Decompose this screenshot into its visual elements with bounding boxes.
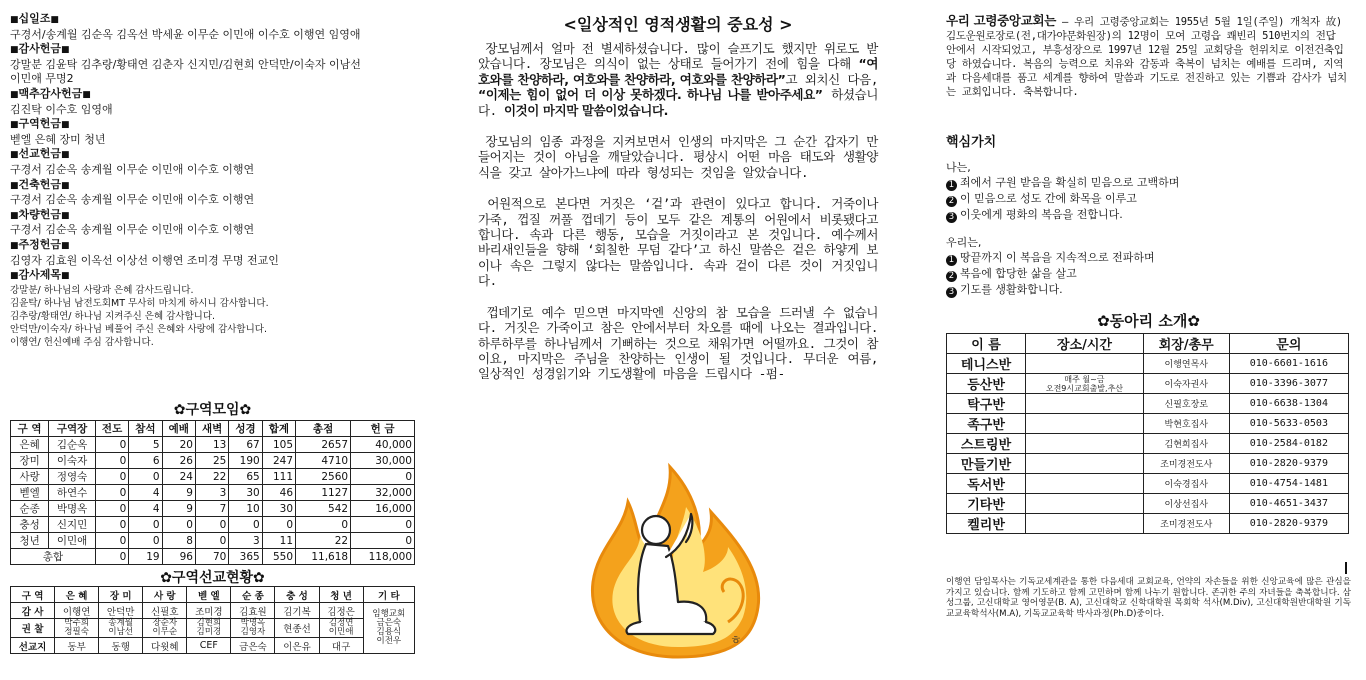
article-body	[478, 41, 878, 382]
table-cell: 김현희집사	[1143, 434, 1229, 454]
table-cell: 청년	[11, 533, 49, 549]
table-row	[11, 469, 415, 485]
table-row	[947, 494, 1349, 514]
offering-category	[10, 147, 420, 163]
table-cell: 32,000	[351, 485, 415, 501]
core-value-text: 복음에 합당한 삶을 살고	[960, 267, 1077, 280]
table-cell: 22	[296, 533, 351, 549]
table-cell	[1026, 354, 1144, 374]
table-row	[947, 434, 1349, 454]
table-cell: 0	[95, 453, 128, 469]
table-cell: 24	[162, 469, 195, 485]
core-values-title: 핵심가치	[946, 135, 997, 150]
table-cell: 조미경	[187, 603, 231, 619]
number-badge-icon: 1	[946, 255, 957, 266]
column-header: 충 성	[275, 587, 319, 603]
table-cell: 송계월 이남선	[99, 619, 143, 638]
thanks-item: 안덕만/이숙자/ 하나님 베풀어 주신 은혜와 사랑에 감사합니다.	[10, 323, 267, 335]
table-cell: 0	[351, 469, 415, 485]
article-paragraph	[478, 196, 878, 288]
table-cell: 11	[262, 533, 295, 549]
thanks-category	[10, 268, 420, 284]
core-value-item	[946, 266, 1351, 282]
table-cell: 190	[229, 453, 262, 469]
column-header: 순 종	[231, 587, 275, 603]
thanks-item: 이행연/ 헌신예배 주심 감사합니다.	[10, 336, 154, 348]
table-cell: 테니스반	[947, 354, 1026, 374]
table-row	[947, 514, 1349, 534]
column-header: 사 랑	[143, 587, 187, 603]
table-row	[11, 501, 415, 517]
table-cell: 4710	[296, 453, 351, 469]
table-cell	[1026, 514, 1144, 534]
core-value-text: 기도를 생활화합니다.	[960, 283, 1063, 296]
etc-cell: 임행교회 금은숙 김용식 이전우	[363, 603, 414, 654]
offering-names: 이민애 무명2	[10, 72, 74, 86]
table-cell: 010-6638-1304	[1229, 394, 1348, 414]
table-cell: 40,000	[351, 437, 415, 453]
table-cell: 22	[195, 469, 228, 485]
offering-category	[10, 42, 420, 58]
square-bullet-icon: ■	[61, 120, 70, 131]
offering-names: 구경서 김순옥 송계월 이무순 이민애 이수호 이행연	[10, 223, 255, 237]
table-cell: 박현호집사	[1143, 414, 1229, 434]
square-bullet-icon: ■	[10, 240, 19, 251]
number-badge-icon: 3	[946, 287, 957, 298]
total-row	[11, 549, 415, 565]
table-cell: 조미경전도사	[1143, 454, 1229, 474]
article-paragraph	[478, 134, 878, 180]
row-header: 권 찰	[11, 619, 55, 638]
table-cell: 9	[162, 485, 195, 501]
table-cell: 금은숙	[231, 638, 275, 654]
table-cell: 118,000	[351, 549, 415, 565]
table-cell: 26	[162, 453, 195, 469]
square-bullet-icon: ■	[50, 15, 59, 25]
table-cell: 105	[262, 437, 295, 453]
article-paragraph	[478, 305, 878, 382]
square-bullet-icon: ■	[61, 271, 70, 282]
table-cell: 탁구반	[947, 394, 1026, 414]
paragraph-text: 장모님께서 얼마 전 별세하셨습니다. 많이 슬프기도 했지만 위로도 받았습니다. 장모님은 의식이 없는 상태로 들어가기 전에 힘을 다해	[478, 41, 878, 72]
table-cell	[1026, 394, 1144, 414]
table-cell: 9	[162, 501, 195, 517]
table-cell	[1026, 474, 1144, 494]
table-cell: 8	[162, 533, 195, 549]
row-header: 감 사	[11, 603, 55, 619]
club-table	[946, 333, 1349, 534]
table-row	[947, 414, 1349, 434]
table-cell: CEF	[187, 638, 231, 654]
offering-names: 구경서 김순옥 송계월 이무순 이민애 이수호 이행연	[10, 193, 255, 207]
table-cell: 111	[262, 469, 295, 485]
table-cell: 0	[95, 437, 128, 453]
table-cell: 542	[296, 501, 351, 517]
table-cell: 독서반	[947, 474, 1026, 494]
table-cell: 0	[296, 517, 351, 533]
table-cell: 김정연 이민애	[319, 619, 363, 638]
square-bullet-icon: ■	[10, 89, 19, 100]
article-column	[478, 0, 879, 647]
table-cell: 30	[262, 501, 295, 517]
square-bullet-icon: ■	[10, 150, 19, 161]
table-cell: 매주 월~금 오전9시교회출발,추산	[1026, 374, 1144, 394]
table-row	[11, 638, 415, 654]
core-value-text: 땅끝까지 이 복음을 지속적으로 전파하며	[960, 251, 1155, 264]
table-cell: 만들기반	[947, 454, 1026, 474]
offering-names: 김영자 김효원 이옥선 이상선 이행연 조미경 무명 전교인	[10, 253, 279, 267]
table-cell: 365	[229, 549, 262, 565]
offering-category-label: 선교헌금	[18, 147, 62, 161]
table-cell: 70	[195, 549, 228, 565]
total-label: 총합	[11, 549, 96, 565]
table-cell: 0	[195, 533, 228, 549]
table-cell: 0	[95, 533, 128, 549]
core-value-item	[946, 282, 1351, 298]
table-cell: 20	[162, 437, 195, 453]
offering-category-label: 십일조	[18, 12, 51, 25]
paragraph-text: 어원적으로 본다면 거짓은 ‘겉’과 관련이 있다고 합니다. 거죽이나 가죽, 껍질 꺼풀 껍데기 등이 모두 같은 계통의 어원에서 비롯됐다고 합니다. 속과 다른 행동, 모습을 거짓이라고 본 것입니다. 예수께서 바리새인들을 향해 ‘회칠한 무덤 같다’고 하신 말씀은 겉은 하얗게 보이나 속은 그렇지 않다는 말씀입니다. 속과 겉이 다른 것이 거짓입니다.	[478, 196, 878, 289]
table-cell	[1026, 454, 1144, 474]
core-values-we-are	[946, 235, 1351, 298]
table-cell: 3	[229, 533, 262, 549]
district-meeting-title: ✿구역모임✿	[173, 402, 252, 418]
table-cell: 16,000	[351, 501, 415, 517]
column-header: 헌 금	[351, 421, 415, 437]
column-header: 전도	[95, 421, 128, 437]
square-bullet-icon: ■	[61, 45, 70, 56]
offering-category-label: 맥추감사헌금	[18, 86, 83, 100]
column-header: 기 타	[363, 587, 414, 603]
table-header-row	[947, 334, 1349, 354]
table-cell: 이숙자권사	[1143, 374, 1229, 394]
column-header: 예배	[162, 421, 195, 437]
table-cell: 김순옥	[49, 437, 96, 453]
table-row	[11, 485, 415, 501]
table-cell: 0	[229, 517, 262, 533]
table-row	[11, 619, 415, 638]
table-cell: 2657	[296, 437, 351, 453]
table-header-row	[11, 587, 415, 603]
table-cell: 기타반	[947, 494, 1026, 514]
table-cell: 30,000	[351, 453, 415, 469]
thanks-category-label: 감사제목	[18, 268, 62, 282]
paragraph-text: 껍데기로 예수 믿으면 마지막엔 신앙의 참 모습을 드러낼 수 없습니다. 거짓은 가죽이고 참은 안에서부터 차오를 때에 나오는 결과입니다. 하루하루를 하나님께서 기뻐하는 것으로 채워가면 어떨까요. 그것이 참이요, 마지막은 주님을 찬양하는 인생이 될 것입니다. 무더운 여름, 일상적인 성경읽기와 기도생활에 마음을 드립시다 -펌-	[478, 304, 878, 382]
table-row	[11, 517, 415, 533]
table-cell: 김현희 김미경	[187, 619, 231, 638]
table-cell: 11,618	[296, 549, 351, 565]
table-cell: 박주희 정필숙	[55, 619, 99, 638]
table-cell: 이민애	[49, 533, 96, 549]
table-cell: 은혜	[11, 437, 49, 453]
table-cell: 신필호	[143, 603, 187, 619]
offering-category	[10, 178, 420, 194]
table-cell: 3	[195, 485, 228, 501]
square-bullet-icon: ■	[61, 150, 70, 161]
table-cell: 10	[229, 501, 262, 517]
table-cell: 0	[95, 517, 128, 533]
table-cell: 김정은	[319, 603, 363, 619]
article-title: <일상적인 영적생활의 중요성 >	[563, 15, 793, 34]
table-cell: 벧엘	[11, 485, 49, 501]
table-cell: 현종선	[275, 619, 319, 638]
table-cell: 박명옥 김영자	[231, 619, 275, 638]
table-cell: 0	[95, 549, 128, 565]
emphasized-text: “이제는 힘이 없어 더 이상 못하겠다. 하나님 나를 받아주세요”	[478, 87, 823, 103]
table-cell	[1026, 434, 1144, 454]
table-cell: 010-4754-1481	[1229, 474, 1348, 494]
number-badge-icon: 1	[946, 180, 957, 191]
table-cell: 신필호장로	[1143, 394, 1229, 414]
table-cell: 0	[95, 469, 128, 485]
values-group-label: 나는,	[946, 161, 971, 174]
offering-category-label: 감사헌금	[18, 42, 62, 56]
number-badge-icon: 2	[946, 196, 957, 207]
right-column	[946, 0, 1351, 619]
column-header: 문의	[1229, 334, 1348, 354]
table-cell: 010-2584-0182	[1229, 434, 1348, 454]
core-value-item	[946, 250, 1351, 266]
table-cell: 4	[129, 501, 162, 517]
table-cell: 대구	[319, 638, 363, 654]
table-cell	[1026, 414, 1144, 434]
district-mission-table	[10, 586, 415, 654]
offering-category-label: 건축헌금	[18, 177, 62, 191]
core-values-i-am	[946, 160, 1351, 223]
table-row	[947, 454, 1349, 474]
emphasized-text: 이것이 마지막 말씀이었습니다.	[503, 102, 668, 118]
table-cell: 010-6601-1616	[1229, 354, 1348, 374]
table-cell: 6	[129, 453, 162, 469]
table-cell: 13	[195, 437, 228, 453]
column-header: 이 름	[947, 334, 1026, 354]
offering-category	[10, 87, 420, 103]
table-cell: 0	[351, 533, 415, 549]
table-cell: 0	[129, 517, 162, 533]
table-row	[11, 603, 415, 619]
table-cell: 이은유	[275, 638, 319, 654]
church-introduction	[946, 14, 1351, 99]
table-cell: 0	[351, 517, 415, 533]
column-header: 구역장	[49, 421, 96, 437]
page-edge-mark	[1345, 562, 1347, 574]
table-cell: 4	[129, 485, 162, 501]
article-paragraph	[478, 41, 878, 118]
table-cell: 25	[195, 453, 228, 469]
square-bullet-icon: ■	[61, 240, 70, 251]
column-header: 장 미	[99, 587, 143, 603]
column-header: 총점	[296, 421, 351, 437]
table-cell: 010-2820-9379	[1229, 454, 1348, 474]
table-cell: 0	[195, 517, 228, 533]
praying-figure-illustration	[578, 462, 778, 662]
square-bullet-icon: ■	[10, 45, 19, 56]
table-cell: 46	[262, 485, 295, 501]
table-cell: 조미경전도사	[1143, 514, 1229, 534]
paragraph-text: 장모님의 임종 과정을 지켜보면서 인생의 마지막은 그 순간 갑자기 만들어지는 것이 아님을 깨달았습니다. 평상시 어떤 마음 태도와 생활양식을 갖고 살아가느냐에 따라 형성되는 것임을 알았습니다.	[478, 134, 878, 180]
square-bullet-icon: ■	[10, 180, 19, 191]
offering-category-label: 구역헌금	[18, 117, 62, 131]
table-cell: 장순자 이무순	[143, 619, 187, 638]
offering-names: 강말분 김윤탁 김추랑/황태연 김춘자 신지민/김현희 안덕만/이숙자 이남선	[10, 57, 361, 71]
table-cell: 0	[262, 517, 295, 533]
square-bullet-icon: ■	[61, 210, 70, 221]
thanks-item: 김추랑/황태연/ 하나님 지켜주신 은혜 감사합니다.	[10, 310, 216, 322]
square-bullet-icon: ■	[82, 89, 91, 100]
district-mission-title: ✿구역선교현황✿	[160, 570, 265, 586]
number-badge-icon: 3	[946, 212, 957, 223]
table-cell: 김기복	[275, 603, 319, 619]
table-cell: 동부	[55, 638, 99, 654]
number-badge-icon: 2	[946, 271, 957, 282]
table-row	[947, 354, 1349, 374]
table-cell: 1127	[296, 485, 351, 501]
column-header: 장소/시간	[1026, 334, 1144, 354]
table-cell: 충성	[11, 517, 49, 533]
table-cell: 67	[229, 437, 262, 453]
square-bullet-icon: ■	[61, 180, 70, 191]
core-value-text: 이웃에게 평화의 복음을 전합니다.	[960, 208, 1123, 221]
table-header-row	[11, 421, 415, 437]
offering-category-label: 주정헌금	[18, 237, 62, 251]
offering-names: 구경서 김순옥 송계월 이무순 이민애 이수호 이행연	[10, 162, 255, 176]
table-cell: 65	[229, 469, 262, 485]
table-cell: 정영숙	[49, 469, 96, 485]
table-cell: 010-4651-3437	[1229, 494, 1348, 514]
square-bullet-icon: ■	[10, 271, 19, 282]
column-header: 새벽	[195, 421, 228, 437]
table-cell: 족구반	[947, 414, 1026, 434]
square-bullet-icon: ■	[10, 210, 19, 221]
table-cell: 96	[162, 549, 195, 565]
column-header: 구 역	[11, 587, 55, 603]
offering-names: 김진탁 이수호 임영애	[10, 102, 113, 116]
column-header: 은 혜	[55, 587, 99, 603]
column-header: 성경	[229, 421, 262, 437]
core-value-item	[946, 207, 1351, 223]
offering-category-label: 차량헌금	[18, 207, 62, 221]
table-cell: 이행연목사	[1143, 354, 1229, 374]
table-row	[947, 374, 1349, 394]
column-header: 합계	[262, 421, 295, 437]
column-header: 회장/총무	[1143, 334, 1229, 354]
table-cell: 0	[129, 533, 162, 549]
table-cell: 켈리반	[947, 514, 1026, 534]
table-cell: 등산반	[947, 374, 1026, 394]
column-header: 청 년	[319, 587, 363, 603]
square-bullet-icon: ■	[10, 15, 19, 25]
square-bullet-icon: ■	[10, 120, 19, 131]
table-row	[947, 394, 1349, 414]
offering-list	[10, 12, 420, 349]
offering-category	[10, 208, 420, 224]
table-cell: 550	[262, 549, 295, 565]
table-cell: 5	[129, 437, 162, 453]
table-cell: 다윗혜	[143, 638, 187, 654]
table-cell: 0	[95, 485, 128, 501]
column-header: 벧 엘	[187, 587, 231, 603]
table-row	[11, 437, 415, 453]
table-row	[947, 474, 1349, 494]
column-header: 구 역	[11, 421, 49, 437]
table-cell: 장미	[11, 453, 49, 469]
offering-names: 벧엘 은혜 장미 청년	[10, 132, 106, 146]
thanks-item: 강말분/ 하나님의 사랑과 은혜 감사드립니다.	[10, 284, 194, 296]
table-cell: 박명옥	[49, 501, 96, 517]
club-intro-title: ✿동아리 소개✿	[1097, 312, 1200, 330]
offering-category	[10, 238, 420, 254]
table-cell: 7	[195, 501, 228, 517]
table-cell: 순종	[11, 501, 49, 517]
table-cell: 이행연	[55, 603, 99, 619]
paragraph-text: 하셨습니다.	[478, 87, 879, 118]
emphasized-text: “여호와를 찬양하라, 여호와를 찬양하라, 여호와를 찬양하라”	[478, 56, 878, 87]
table-cell: 19	[129, 549, 162, 565]
church-name: 우리 고령중앙교회는	[946, 13, 1057, 28]
column-header: 참석	[129, 421, 162, 437]
table-cell: 이상선집사	[1143, 494, 1229, 514]
table-cell: 247	[262, 453, 295, 469]
offering-category	[10, 12, 420, 28]
values-group-label: 우리는,	[946, 236, 982, 249]
left-column	[10, 0, 420, 653]
core-value-item	[946, 191, 1351, 207]
table-cell: 이숙경집사	[1143, 474, 1229, 494]
pastor-bio: 이행연 담임목사는 기독교세계관을 통한 다음세대 교회교육, 언약의 자손들을 위한 신앙교육에 많은 관심을 가지고 있습니다. 함께 기도하고 함께 고민하며 함께 나누기 원합니다. 존귀한 주의 자녀들을 축복합니다. 삼성그룹, 고신대학교 영어영문(B. A), 고신대학교 신학대학원 목회학 석사(M.Div), 고신대학원반대학원 기독교교육학석사(M.A), 기독교교육학 박사과정(Ph.D)중이다.	[946, 577, 1351, 619]
core-value-text: 죄에서 구원 받음을 확실히 믿음으로 고백하며	[960, 176, 1180, 189]
table-cell: 신지민	[49, 517, 96, 533]
table-cell: 0	[95, 501, 128, 517]
table-cell: 010-5633-0503	[1229, 414, 1348, 434]
table-cell: 동행	[99, 638, 143, 654]
table-cell: 사랑	[11, 469, 49, 485]
table-cell: 0	[129, 469, 162, 485]
church-intro-text: ― 우리 고령중앙교회는 1955년 5월 1일(주일) 개척자 故)김도운원로장로(전,대가야문화원장)의 12명이 모여 고령읍 쾌빈리 510번지의 전답 안에서 시작되었고, 부흥성장으로 1997년 12월 25일 교회당을 헌위치로 이전건축입당 하였습니다. 복음의 능력으로 치유와 감동과 축복이 넘치는 예배를 드리며, 지역과 다음세대를 품고 세계를 향하여 말씀과 기도로 전진하고 있는 기쁨과 감사가 넘치는 교회입니다. 축복합니다.	[946, 16, 1347, 98]
core-value-text: 이 믿음으로 성도 간에 화목을 이루고	[960, 192, 1137, 205]
row-header: 선교지	[11, 638, 55, 654]
offering-category	[10, 117, 420, 133]
table-cell: 30	[229, 485, 262, 501]
table-cell: 이숙자	[49, 453, 96, 469]
core-value-item	[946, 175, 1351, 191]
table-cell: 안덕만	[99, 603, 143, 619]
table-cell: 010-2820-9379	[1229, 514, 1348, 534]
table-cell: 2560	[296, 469, 351, 485]
thanks-item: 김윤탁/ 하나님 남전도회MT 무사히 마치게 하시니 감사합니다.	[10, 297, 269, 309]
artist-signature: ㅎ	[730, 633, 742, 647]
offering-names: 구경서/송계월 김순옥 김옥선 박세윤 이무순 이민애 이수호 이행연 임영애	[10, 27, 361, 41]
paragraph-text: 고 외치신 다음,	[785, 71, 878, 87]
table-row	[11, 453, 415, 469]
table-cell: 스트링반	[947, 434, 1026, 454]
table-row	[11, 533, 415, 549]
table-cell: 010-3396-3077	[1229, 374, 1348, 394]
table-cell: 김효원	[231, 603, 275, 619]
table-cell: 하연수	[49, 485, 96, 501]
table-cell: 0	[162, 517, 195, 533]
district-meeting-table	[10, 420, 415, 565]
table-cell	[1026, 494, 1144, 514]
